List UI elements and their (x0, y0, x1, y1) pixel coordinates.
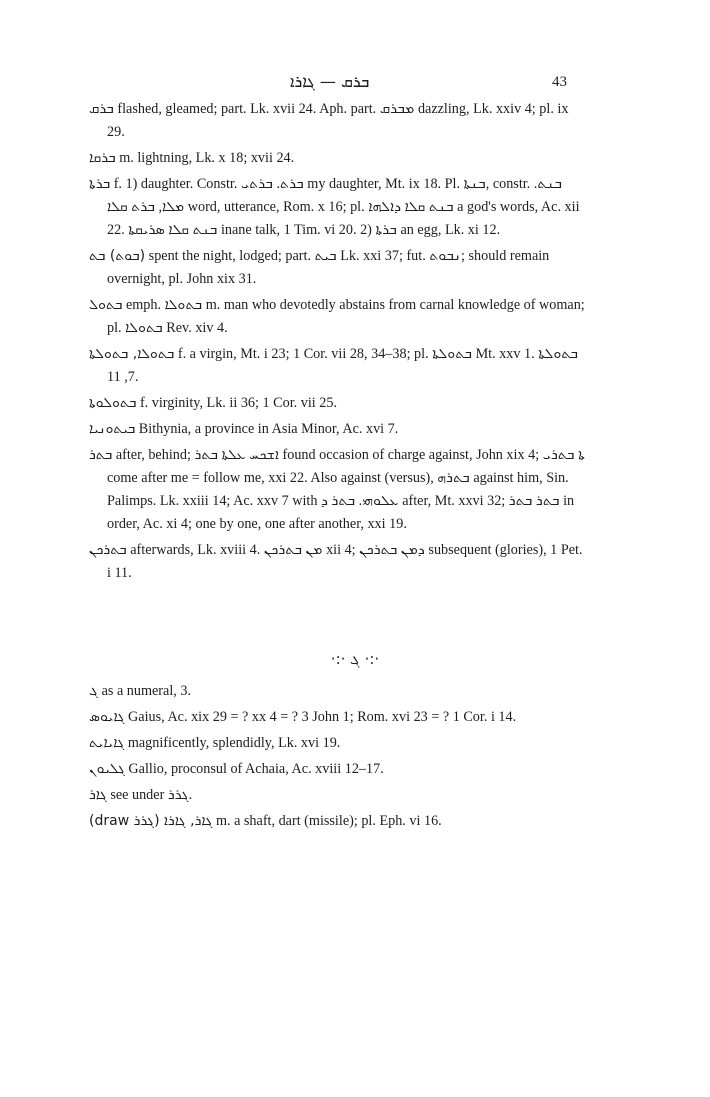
running-head (0, 72, 710, 96)
entry-definition: f. virginity, Lk. ii 36; 1 Cor. vii 25. (139, 395, 337, 411)
entry-headword: ܒܬܘܠ (89, 297, 123, 313)
dictionary-entry (89, 539, 589, 585)
entry-headword: ܒܬܘܠܘܬܐ (89, 395, 137, 411)
entry-headword: ܒܪܬܐ (89, 176, 111, 192)
entry-definition: m. a shaft, dart (missile); pl. Eph. vi 16. (215, 813, 442, 829)
entry-headword: ܓܐܝܐܝܬ (89, 735, 125, 751)
entry-headword: ܓܐܪ (89, 787, 107, 803)
entry-definition: Bithynia, a province in Asia Minor, Ac. xvi 7. (138, 421, 399, 437)
entry-headword: ܓܐܝܘܣ (89, 709, 125, 725)
entries-gamal (89, 680, 589, 836)
entry-definition: f. 1) daughter. Constr. ܒܪܬ. ܒܪܬܝ my daughter, Mt. ix 18. Pl. ܒܢܬܐ, constr. ܒܢܬ. ܡܠܐ, ܒܪܬ ܩܠܐ word, utterance, Rom. x 16; pl. ܒܢܬ ܩܠܐ ܕܐܠܗܐ a god's words, Ac. xii 22. ܒܢܬ ܩܠܐ ܣܪܝܩܬܐ inane talk, 1 Tim. vi 20. 2) ܒܪܬܐ an egg, Lk. xi 12. (107, 176, 580, 238)
dictionary-entry (89, 758, 589, 781)
dictionary-entry (89, 680, 589, 703)
dictionary-entry (89, 444, 589, 536)
entry-headword: ܒܬܘܠܐ, ܒܬܘܠܬܐ (89, 346, 175, 362)
entry-headword: (ܒܘܬ) ܒܬ (89, 248, 146, 264)
dictionary-entry (89, 245, 589, 291)
entry-definition: Gallio, proconsul of Achaia, Ac. xviii 12–17. (128, 761, 384, 777)
entry-definition: afterwards, Lk. xviii 4. ܡܢ ܒܬܪܟܢ xii 4; ܕܡܢ ܒܬܪܟܢ subsequent (glories), 1 Pet. i 11. (107, 542, 583, 581)
dictionary-entry (89, 294, 589, 340)
entry-definition: m. lightning, Lk. x 18; xvii 24. (119, 150, 295, 166)
entry-headword: ܒܪܩ (89, 101, 114, 117)
section-ornament: ·:· ܓ ·:· (330, 650, 380, 668)
dictionary-entry (89, 392, 589, 415)
dictionary-entry (89, 784, 589, 807)
running-head-title: ܒܪܩ — ܓܐܪܐ (290, 72, 370, 91)
dictionary-entry (89, 810, 589, 833)
entries-beth (89, 98, 589, 588)
entry-definition: flashed, gleamed; part. Lk. xvii 24. Aph. part. ܡܒܪܩ dazzling, Lk. xxiv 4; pl. ix 29. (107, 101, 569, 140)
entry-definition: after, behind; ܐܫܟܚ ܥܠܬܐ ܒܬܪ found occasion of charge against, John xix 4; ܬܐ ܒܬܪܝ come after me = follow me, xxi 22. Also against (versus), ܒܬܪܗ against him, Sin. Palimps. Lk. xxiii 14; Ac. xxv 7 with ܥܠܘܗܝ. ܒܬܪ ܕ after, Mt. xxvi 32; ܒܬܪ ܒܬܪ in order, Ac. xi 4; one by one, one after another, xxi 19. (107, 447, 585, 532)
entry-headword: ܓܐܪ, ܓܐܪܐ (ܓܪܪ draw) (89, 813, 213, 829)
entry-definition: Gaius, Ac. xix 29 = ? xx 4 = ? 3 John 1; Rom. xvi 23 = ? 1 Cor. i 14. (128, 709, 517, 725)
dictionary-entry (89, 343, 589, 389)
entry-headword: ܓ (89, 683, 99, 699)
page-number: 43 (552, 74, 567, 90)
entry-headword: ܒܝܬܘܢܝܐ (89, 421, 136, 437)
entry-definition: as a numeral, 3. (101, 683, 192, 699)
entry-definition: emph. ܒܬܘܠܐ m. man who devotedly abstains from carnal knowledge of woman; pl. ܒܬܘܠܐ Rev. xiv 4. (107, 297, 585, 336)
entry-definition: see under ܓܪܪ. (110, 787, 193, 803)
entry-headword: ܒܪܩܐ (89, 150, 116, 166)
dictionary-entry (89, 98, 589, 144)
entry-definition: spent the night, lodged; part. ܒܝܬ Lk. xxi 37; fut. ܢܒܘܬ; should remain overnight, pl. John xix 31. (107, 248, 550, 287)
dictionary-entry (89, 706, 589, 729)
dictionary-entry (89, 147, 589, 170)
dictionary-entry (89, 732, 589, 755)
entry-definition: f. a virgin, Mt. i 23; 1 Cor. vii 28, 34–38; pl. ܒܬܘܠܬܐ Mt. xxv 1. ܒܬܘܠܬܐ 7, 11. (107, 346, 579, 385)
dictionary-entry (89, 418, 589, 441)
entry-headword: ܒܬܪܟܢ (89, 542, 127, 558)
entry-definition: magnificently, splendidly, Lk. xvi 19. (127, 735, 341, 751)
dictionary-entry (89, 173, 589, 242)
entry-headword: ܓܠܝܘܢ (89, 761, 125, 777)
entry-headword: ܒܬܪ (89, 447, 113, 463)
